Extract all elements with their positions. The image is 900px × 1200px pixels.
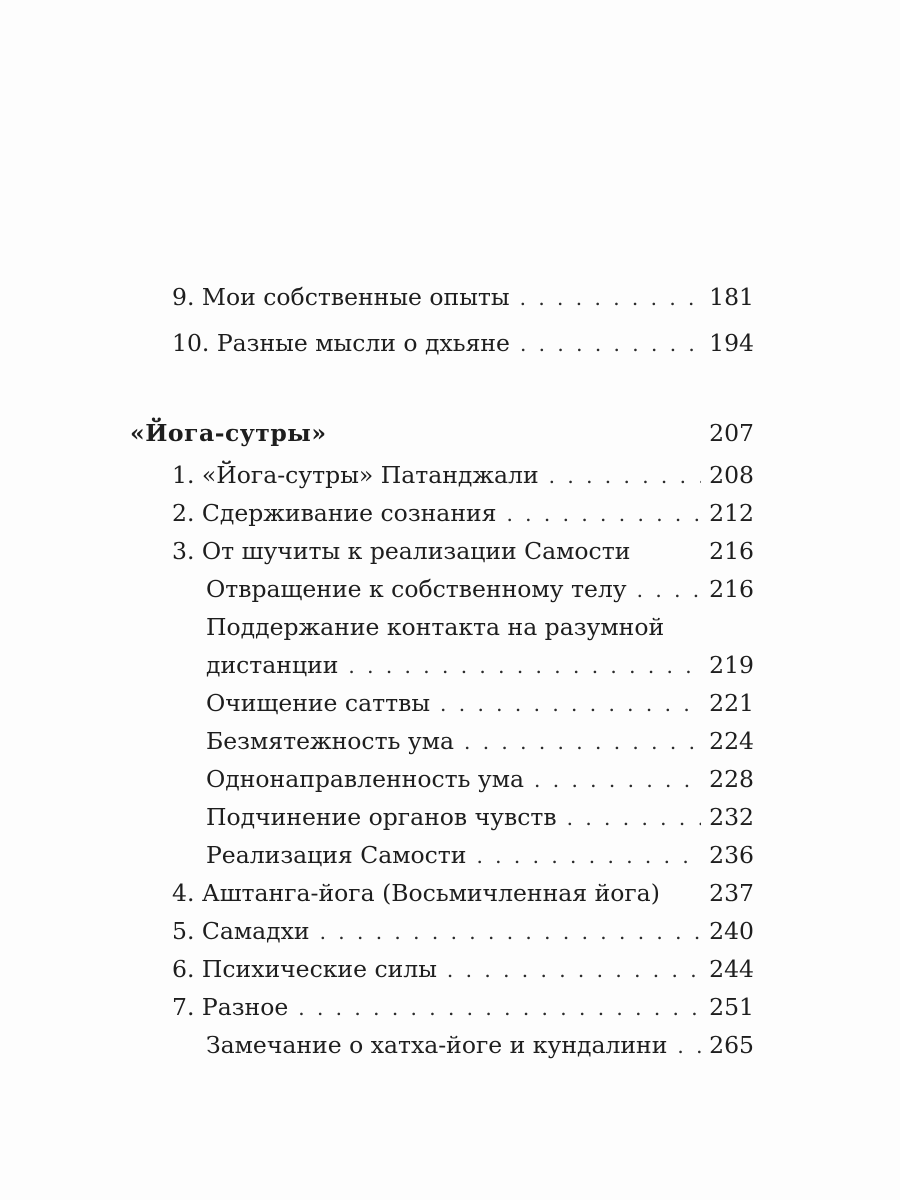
dot-leader (549, 457, 702, 495)
toc-page-number: 265 (709, 1031, 754, 1059)
toc-entry-label: 4. Аштанга-йога (Восьмичленная йога) (172, 879, 660, 907)
dot-leader (476, 837, 701, 875)
toc-page-number: 194 (709, 329, 754, 357)
toc-entry-label: 6. Психические силы (172, 955, 437, 983)
toc-entry-label-continued: дистанции (206, 651, 339, 679)
toc-subentry (128, 570, 754, 608)
dot-leader (520, 321, 701, 367)
toc-entry (128, 532, 754, 570)
toc-page-number: 237 (709, 879, 754, 907)
toc-subentry (128, 836, 754, 874)
toc-entry-label: 2. Сдерживание сознания (172, 499, 497, 527)
toc-entry-label: Однонаправленность ума (206, 765, 525, 793)
toc-entry-label: 10. Разные мысли о дхьяне (172, 329, 510, 357)
toc-page-number: 224 (709, 727, 754, 755)
toc-page-number: 216 (709, 537, 754, 565)
dot-leader (506, 495, 701, 533)
toc-entry (128, 950, 754, 988)
toc-page-number: 212 (709, 499, 754, 527)
toc-page-number: 251 (709, 993, 754, 1021)
toc-entry-label: Отвращение к собственному телу (206, 575, 627, 603)
toc-entry-label: Реализация Самости (206, 841, 467, 869)
toc-entry-label: Подчинение органов чувств (206, 803, 557, 831)
toc-entry (128, 988, 754, 1026)
toc-page-number: 244 (709, 955, 754, 983)
toc-page-number: 208 (709, 461, 754, 489)
toc-subentry (128, 1026, 754, 1064)
toc-page-number: 219 (709, 651, 754, 679)
table-of-contents (128, 274, 754, 1064)
toc-section-heading (128, 410, 754, 456)
toc-subentry (128, 722, 754, 760)
toc-entry-label: 1. «Йога-сутры» Патанджали (172, 461, 539, 489)
dot-leader (447, 951, 701, 989)
toc-page-number: 216 (709, 575, 754, 603)
toc-entry (128, 456, 754, 494)
toc-page-number: 181 (709, 283, 754, 311)
dot-leader (534, 761, 701, 799)
section-gap (128, 366, 754, 410)
toc-entry (128, 320, 754, 366)
toc-subentry-line2 (128, 646, 754, 684)
toc-entry-label: Безмятежность ума (206, 727, 454, 755)
toc-page-number: 207 (709, 419, 754, 447)
toc-subentry (128, 760, 754, 798)
toc-subentry (128, 798, 754, 836)
toc-page-number: 228 (709, 765, 754, 793)
toc-page-number: 232 (709, 803, 754, 831)
dot-leader (298, 989, 701, 1027)
dot-leader (677, 1027, 701, 1065)
toc-subentry (128, 684, 754, 722)
toc-entry-label: Поддержание контакта на разумной (206, 613, 665, 641)
dot-leader (440, 685, 701, 723)
dot-leader (464, 723, 701, 761)
dot-leader (567, 799, 702, 837)
toc-page-number: 221 (709, 689, 754, 717)
dot-leader (320, 913, 702, 951)
section-title: «Йога-сутры» (130, 419, 327, 447)
toc-page-number: 236 (709, 841, 754, 869)
toc-entry-label: 7. Разное (172, 993, 289, 1021)
toc-entry-label: 3. От шучиты к реализации Самости (172, 537, 631, 565)
toc-page-number: 240 (709, 917, 754, 945)
toc-entry-label: 9. Мои собственные опыты (172, 283, 510, 311)
toc-entry (128, 274, 754, 320)
toc-subentry-line1 (128, 608, 754, 646)
dot-leader (348, 647, 701, 685)
toc-entry (128, 912, 754, 950)
toc-entry-label: 5. Самадхи (172, 917, 310, 945)
toc-entry-label: Очищение саттвы (206, 689, 431, 717)
toc-entry (128, 874, 754, 912)
toc-entry (128, 494, 754, 532)
dot-leader (637, 571, 702, 609)
dot-leader (520, 275, 702, 321)
toc-entry-label: Замечание о хатха-йоге и кундалини (206, 1031, 668, 1059)
